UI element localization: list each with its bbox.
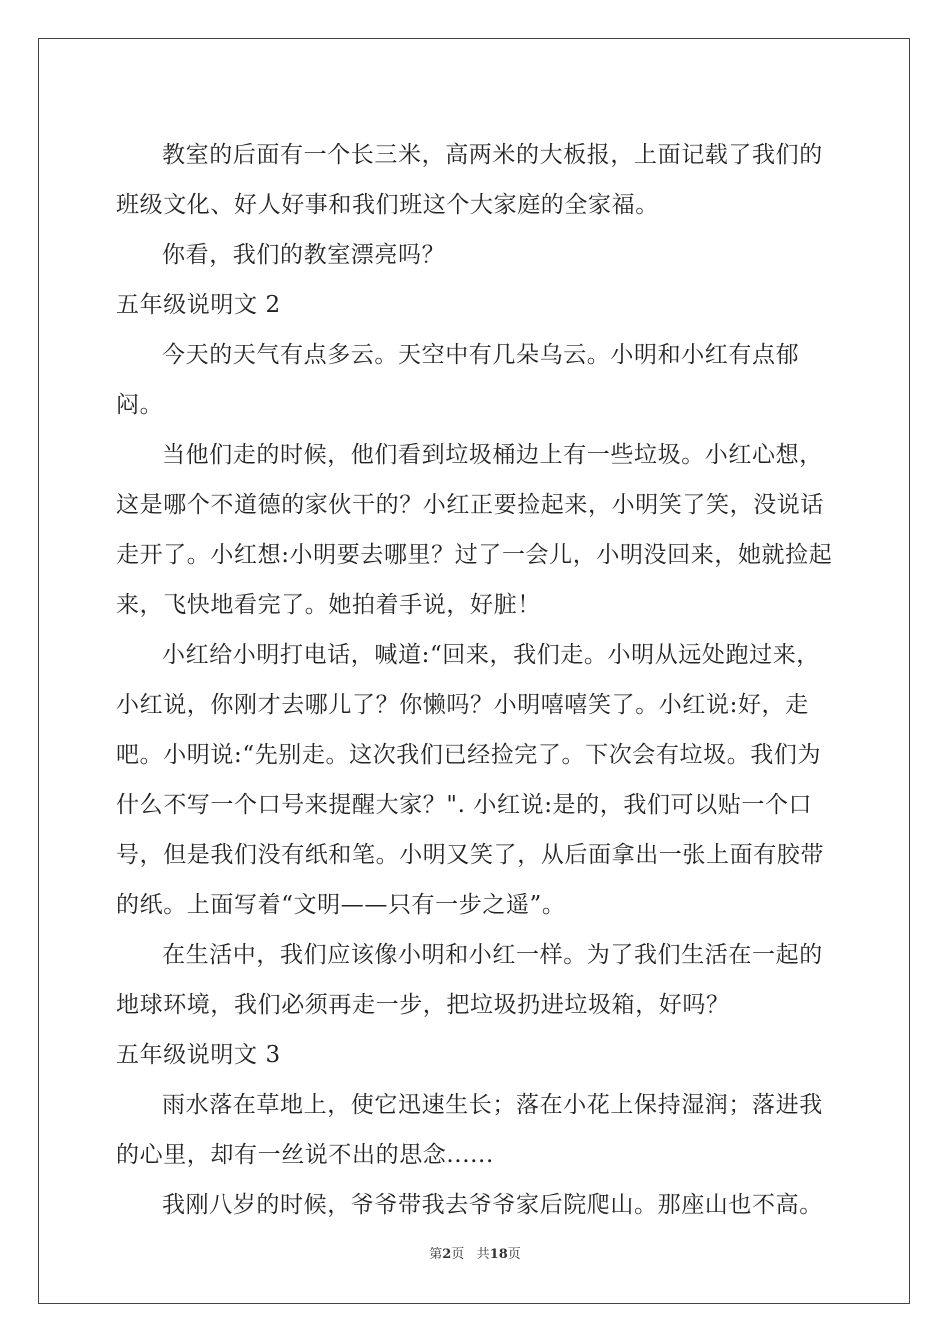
total-pages: 18: [489, 1247, 508, 1262]
page-prefix: 第: [429, 1247, 443, 1262]
paragraph: 雨水落在草地上，使它迅速生长；落在小花上保持湿润；落进我的心里，却有一丝说不出的思念......: [116, 1092, 823, 1168]
paragraph: 我刚八岁的时候，爷爷带我去爷爷家后院爬山。那座山也不高。: [162, 1192, 823, 1218]
page-suffix: 页: [451, 1247, 465, 1262]
paragraph: 在生活中，我们应该像小明和小红一样。为了我们生活在一起的地球环境，我们必须再走一步，把垃圾扔进垃圾箱，好吗？: [116, 942, 823, 1018]
paragraph: 你看，我们的教室漂亮吗？: [162, 242, 446, 268]
paragraph: 今天的天气有点多云。天空中有几朵乌云。小明和小红有点郁闷。: [116, 342, 800, 418]
total-prefix: 共: [476, 1247, 490, 1262]
section-heading: 五年级说明文 3: [116, 1042, 281, 1068]
total-suffix: 页: [507, 1247, 521, 1262]
document-body: [116, 130, 836, 1230]
page-number: 2: [442, 1247, 452, 1262]
paragraph: 小红给小明打电话，喊道:“回来，我们走。小明从远处跑过来，小红说，你刚才去哪儿了？你懒吗？小明嘻嘻笑了。小红说:好，走吧。小明说:“先别走。这次我们已经捡完了。下次会有垃圾。我们为什么不写一个口号来提醒大家？". 小红说:是的，我们可以贴一个口号，但是我们没有纸和笔。小明又笑了，从后面拿出一张上面有胶带的纸。上面写着“文明——只有一步之遥”。: [116, 642, 824, 918]
paragraph: 当他们走的时候，他们看到垃圾桶边上有一些垃圾。小红心想，这是哪个不道德的家伙干的？小红正要捡起来，小明笑了笑，没说话走开了。小红想:小明要去哪里？过了一会儿，小明没回来，她就捡起来，飞快地看完了。她拍着手说，好脏！: [116, 442, 833, 618]
paragraph: 教室的后面有一个长三米，高两米的大板报，上面记载了我们的班级文化、好人好事和我们班这个大家庭的全家福。: [116, 142, 823, 218]
section-heading: 五年级说明文 2: [116, 292, 281, 318]
page-footer: [0, 1243, 950, 1262]
